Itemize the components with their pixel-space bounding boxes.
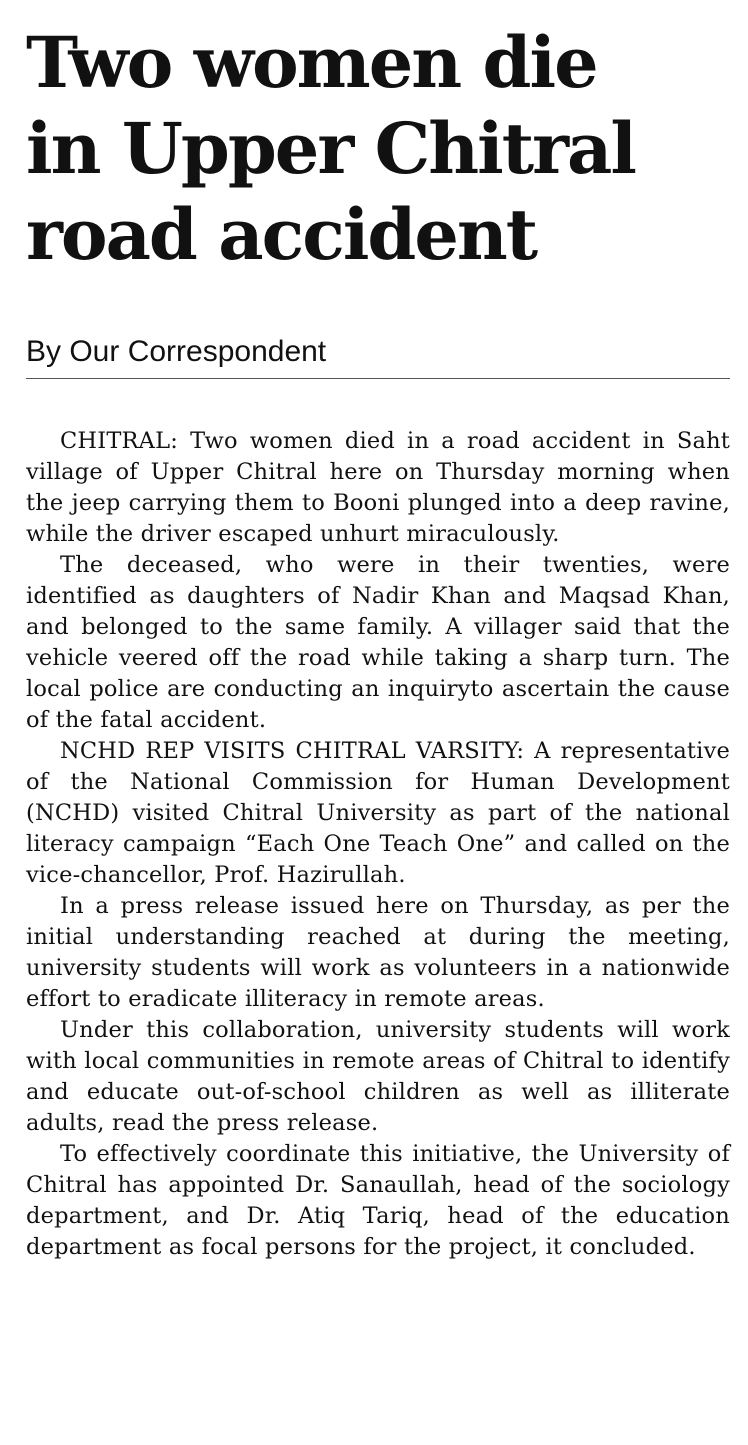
headline (26, 20, 730, 278)
news-article (26, 20, 730, 1263)
article-paragraph: To effectively coordinate this initiative, the University of Chitral has appointed Dr. Sanaullah, head of the sociology department, and Dr. Atiq Tariq, head of the education department as focal persons for the project, it concluded. (26, 1141, 730, 1260)
article-paragraph: In a press release issued here on Thursday, as per the initial understanding reached at during the meeting, university students will work as volunteers in a nationwide effort to eradicate illiteracy in remote areas. (26, 893, 730, 1012)
article-paragraph: NCHD REP VISITS CHITRAL VARSITY: A representative of the National Commission for Human Development (NCHD) visited Chitral University as part of the national literacy campaign “Each One Teach One” and called on the vice-chancellor, Prof. Hazirullah. (26, 738, 730, 888)
headline-line: in Upper Chitral (26, 107, 635, 190)
article-paragraph: Under this collaboration, university students will work with local communities in remote areas of Chitral to identify and educate out-of-school children as well as illiterate adults, read the press release. (26, 1017, 730, 1136)
article-paragraph: CHITRAL: Two women died in a road accident in Saht village of Upper Chitral here on Thursday morning when the jeep carrying them to Booni plunged into a deep ravine, while the driver escaped unhurt miraculously. (26, 428, 730, 547)
headline-line: Two women die (26, 21, 597, 104)
article-body (26, 426, 730, 1263)
headline-line: road accident (26, 193, 537, 276)
byline: By Our Correspondent (26, 335, 327, 368)
article-paragraph: The deceased, who were in their twenties, were identified as daughters of Nadir Khan and Maqsad Khan, and belonged to the same family. A villager said that the vehicle veered off the road while taking a sharp turn. The local police are conducting an inquiryto ascertain the cause of the fatal accident. (26, 552, 730, 733)
byline-divider (26, 378, 730, 379)
